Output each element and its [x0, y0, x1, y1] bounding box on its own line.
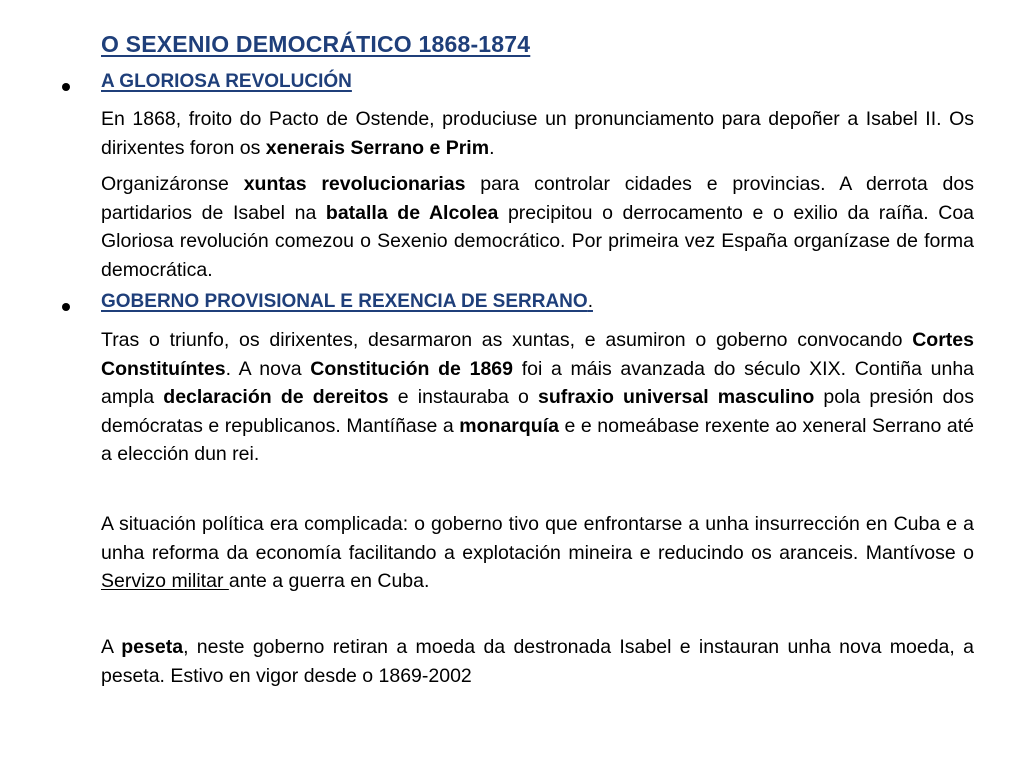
paragraph-text: . A nova: [225, 357, 311, 380]
paragraph-text: foi a máis avanzada do século XIX. Contiña unha ampla: [101, 357, 975, 408]
paragraph-text: , neste goberno retiran a moeda da destronada Isabel e instauran unha nova moeda, a peseta. Estivo en vigor desde o 1869-2002: [101, 636, 974, 687]
paragraph-text: A situación política era complicada: o goberno tivo que enfrontarse a unha insurrección en Cuba e a unha reforma da economía facilitando a explotación mineira e reducindo os aranceis. Mantívose o: [101, 513, 974, 564]
bullet-icon: [62, 303, 70, 311]
bold-term: sufraxio universal masculino: [538, 386, 815, 408]
slide-title: O SEXENIO DEMOCRÁTICO 1868-1874: [101, 31, 531, 57]
heading-suffix: .: [587, 291, 593, 312]
paragraph-text: pola presión dos demócratas e republicanos. Mantíñase a: [101, 386, 974, 437]
bold-term: peseta: [121, 636, 184, 658]
bold-term: Constitución de 1869: [310, 357, 513, 380]
paragraph-text: A: [101, 636, 122, 658]
bullet-icon: [62, 83, 70, 91]
paragraph-text: e e nomeábase rexente ao xeneral Serrano até a elección dun rei.: [101, 414, 975, 465]
paragraph-text: En 1868, froito do Pacto de Ostende, produciuse un pronunciamento para depoñer a Isabel II. Os dirixentes foron os: [101, 108, 974, 159]
paragraph-text: Tras o triunfo, os dirixentes, desarmaron as xuntas, e asumiron o goberno convocando: [101, 329, 913, 351]
paragraph-text: e instauraba o: [388, 386, 538, 408]
section-heading-goberno-provisional: [101, 291, 593, 313]
paragraph-xuntas: [101, 170, 974, 284]
paragraph-situacion-politica: [101, 510, 974, 596]
bold-term: batalla de Alcolea: [325, 201, 499, 224]
paragraph-constitucion-1869: [101, 326, 974, 469]
paragraph-text: precipitou o derrocamento e o exilio da raíña. Coa Gloriosa revolución comezou o Sexenio democrático. Por primeira vez España organízase de forma democrática.: [101, 201, 975, 281]
bold-term: declaración de dereitos: [163, 386, 389, 408]
bold-term: Cortes Constituíntes: [101, 329, 974, 380]
bold-term: xenerais Serrano e Prim: [265, 136, 490, 159]
paragraph-text: para controlar cidades e provincias. A derrota dos partidarios de Isabel na: [101, 173, 974, 224]
section-heading-gloriosa: [101, 71, 352, 93]
paragraph-pacto-ostende: [101, 105, 974, 162]
bold-term: monarquía: [459, 414, 559, 437]
bold-term: xuntas revolucionarias: [243, 173, 466, 195]
paragraph-peseta: [101, 633, 974, 690]
section-heading-label: GOBERNO PROVISIONAL E REXENCIA DE SERRANO: [101, 291, 588, 312]
paragraph-text: ante a guerra en Cuba.: [228, 570, 430, 592]
section-heading-label: A GLORIOSA REVOLUCIÓN: [101, 71, 352, 92]
underlined-term: Servizo militar: [101, 570, 229, 592]
paragraph-text: Organizáronse: [101, 173, 244, 195]
paragraph-text: .: [489, 136, 495, 159]
